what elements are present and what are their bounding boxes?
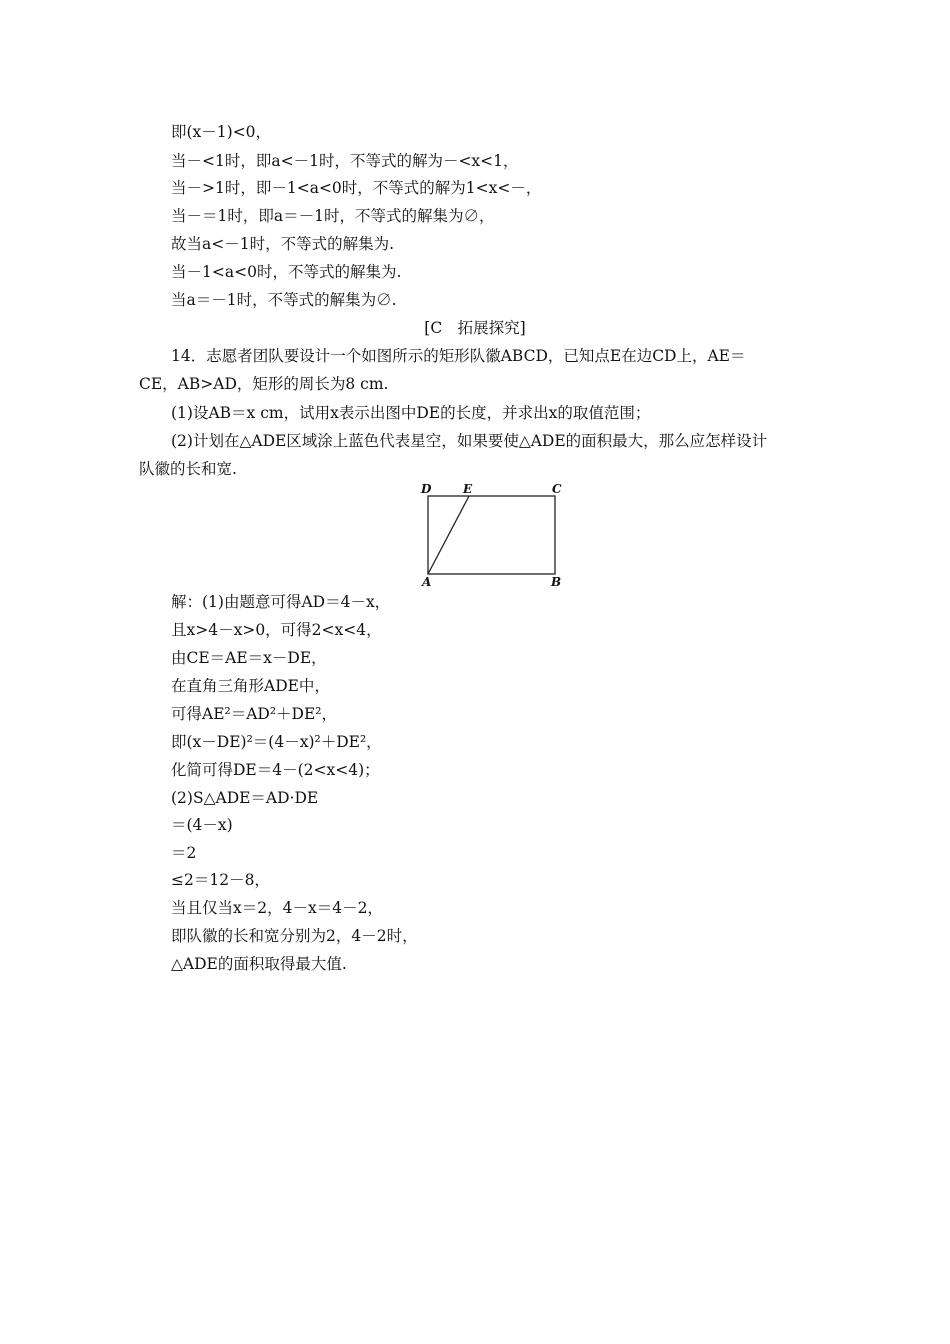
- question-2: (2)计划在△ADE区域涂上蓝色代表星空，如果要使△ADE的面积最大，那么应怎样设计: [171, 432, 768, 450]
- text-line: 当－1<a<0时，不等式的解集为.: [171, 263, 402, 281]
- question-1: (1)设AB＝x cm，试用x表示出图中DE的长度，并求出x的取值范围；: [171, 404, 651, 422]
- question-2-continued: 队徽的长和宽.: [139, 460, 237, 478]
- label-e: E: [463, 482, 473, 496]
- solution-line: 解：(1)由题意可得AD＝4－x，: [171, 593, 391, 611]
- solution-line: 当且仅当x＝2，4－x＝4－2，: [171, 899, 383, 917]
- solution-line: 且x>4－x>0，可得2<x<4，: [171, 621, 382, 639]
- solution-line: ＝2: [171, 844, 197, 862]
- rectangle-abcd: [428, 496, 555, 574]
- solution-line: (2)S△ADE＝AD·DE: [171, 789, 319, 807]
- text-line: 即(x－1)<0，: [171, 123, 272, 141]
- text-line: 当－<1时，即a<－1时，不等式的解为－<x<1，: [171, 152, 519, 170]
- solution-line: ≤2＝12－8，: [171, 871, 270, 889]
- text-line: 当－＝1时，即a＝－1时，不等式的解集为∅，: [171, 207, 495, 225]
- solution-line: 可得AE²＝AD²＋DE²，: [171, 705, 338, 723]
- section-title: [C 拓展探究]: [424, 319, 526, 337]
- segment-ae: [428, 496, 469, 574]
- solution-line: 即队徽的长和宽分别为2，4－2时，: [171, 927, 418, 945]
- text-line: 当a＝－1时，不等式的解集为∅.: [171, 291, 397, 309]
- problem-line: CE，AB>AD，矩形的周长为8 cm.: [139, 375, 389, 393]
- text-line: 当－>1时，即－1<a<0时，不等式的解为1<x<－，: [171, 179, 542, 197]
- solution-line: 即(x－DE)²＝(4－x)²＋DE²，: [171, 733, 382, 751]
- label-c: C: [552, 482, 562, 496]
- solution-line: 化简可得DE＝4－(2<x<4)；: [171, 761, 380, 779]
- solution-line: △ADE的面积取得最大值.: [171, 955, 347, 973]
- label-a: A: [422, 575, 432, 589]
- solution-line: ＝(4－x): [171, 816, 233, 834]
- label-b: B: [551, 575, 562, 589]
- text-line: 故当a<－1时，不等式的解集为.: [171, 235, 395, 253]
- solution-line: 由CE＝AE＝x－DE，: [171, 649, 327, 667]
- solution-line: 在直角三角形ADE中，: [171, 677, 330, 695]
- problem-line: 14．志愿者团队要设计一个如图所示的矩形队徽ABCD，已知点E在边CD上，AE＝: [171, 347, 746, 365]
- rectangle-figure: [418, 480, 568, 592]
- label-d: D: [421, 482, 432, 496]
